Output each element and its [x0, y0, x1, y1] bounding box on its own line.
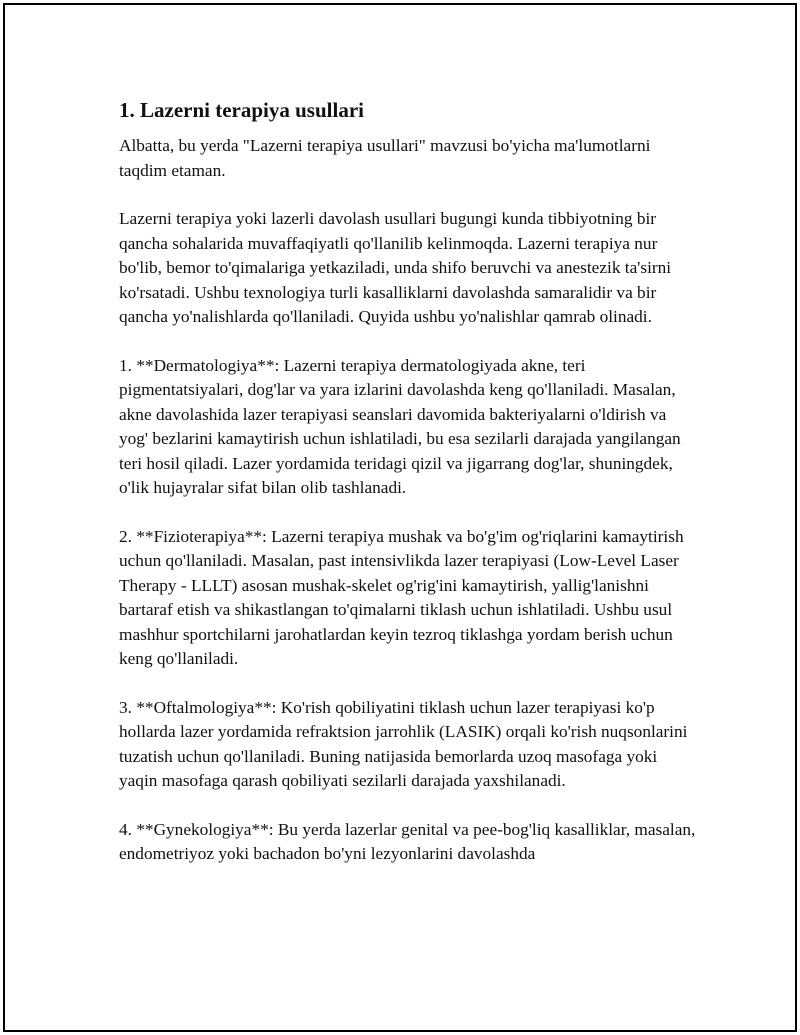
ophthalmology-paragraph: 3. **Oftalmologiya**: Ko'rish qobiliyatini tiklash uchun lazer terapiyasi ko'p hollarda lazer yordamida refraktsion jarrohlik (LASIK) orqali ko'rish nuqsonlarini tuzatish uchun qo'llaniladi. Buning natijasida bemorlarda uzoq masofaga yoki yaqin masofaga qarash qobiliyati sezilarli darajada yaxshilanadi. — [119, 697, 688, 790]
section-heading: 1. Lazerni terapiya usullari — [119, 98, 364, 122]
overview-paragraph: Lazerni terapiya yoki lazerli davolash usullari bugungi kunda tibbiyotning bir qancha sohalarida muvaffaqiyatli qo'llanilib kelinmoqda. Lazerni terapiya nur bo'lib, bemor to'qimalariga yetkaziladi, unda shifo beruvchi va anestezik ta'sirni ko'rsatadi. Ushbu texnologiya turli kasalliklarni davolashda samaralidir va bir qancha yo'nalishlarda qo'llaniladi. Quyida ushbu yo'nalishlar qamrab olinadi. — [119, 209, 672, 326]
intro-paragraph: Albatta, bu yerda "Lazerni terapiya usullari" mavzusi bo'yicha ma'lumotlarni taqdim etaman. — [119, 136, 651, 180]
document-page — [3, 3, 797, 1032]
document-body — [119, 96, 699, 891]
physiotherapy-paragraph: 2. **Fizioterapiya**: Lazerni terapiya mushak va bo'g'im og'riqlarini kamaytirish uchun qo'llaniladi. Masalan, past intensivlikda lazer terapiyasi (Low-Level Laser Therapy - LLLT) asosan mushak-skelet og'rig'ini kamaytirish, yallig'lanishni bartaraf etish va shikastlangan to'qimalarni tiklash uchun ishlatiladi. Ushbu usul mashhur sportchilarni jarohatlardan keyin tezroq tiklashga yordam berish uchun keng qo'llaniladi. — [119, 526, 684, 668]
gynecology-paragraph: 4. **Gynekologiya**: Bu yerda lazerlar genital va pee-bog'liq kasalliklar, masalan, endometriyoz yoki bachadon bo'yni lezyonlarini davolashda — [119, 819, 696, 863]
dermatology-paragraph: 1. **Dermatologiya**: Lazerni terapiya dermatologiyada akne, teri pigmentatsiyalari, dog'lar va yara izlarini davolashda keng qo'llaniladi. Masalan, akne davolashida lazer terapiyasi seanslari davomida bakteriyalarni o'ldirish va yog' bezlarini kamaytirish uchun ishlatiladi, bu esa sezilarli darajada yangilangan teri hosil qiladi. Lazer yordamida teridagi qizil va jigarrang dog'lar, shuningdek, o'lik hujayralar sifat bilan olib tashlanadi. — [119, 355, 681, 497]
